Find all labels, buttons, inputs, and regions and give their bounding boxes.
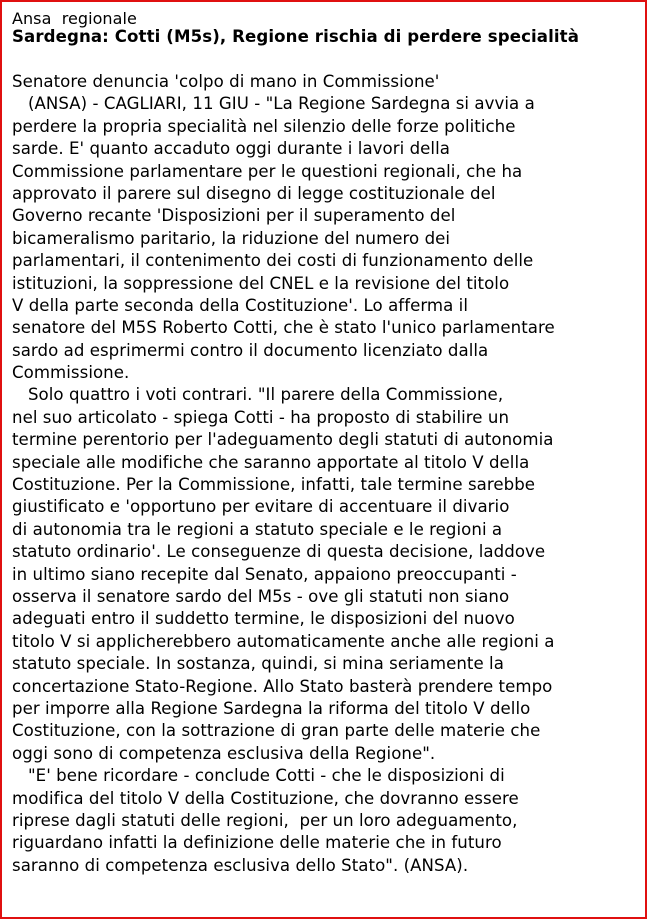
article-text-line: saranno di competenza esclusiva dello Stato". (ANSA). <box>12 855 469 875</box>
article-subheadline: Senatore denuncia 'colpo di mano in Commissione' <box>12 72 440 91</box>
article-text-line: Governo recante 'Disposizioni per il superamento del <box>12 206 456 226</box>
article-text-line: istituzioni, la soppressione del CNEL e la revisione del titolo <box>12 273 510 293</box>
article-text-line: statuto ordinario'. Le conseguenze di questa decisione, laddove <box>12 542 546 562</box>
article-text-line: riprese dagli statuti delle regioni, per un loro adeguamento, <box>12 810 518 830</box>
spacer <box>12 47 640 71</box>
article-text-line: approvato il parere sul disegno di legge costituzionale del <box>12 183 496 203</box>
article-text-line: parlamentari, il contenimento dei costi di funzionamento delle <box>12 251 534 271</box>
article-text-line: adeguati entro il suddetto termine, le disposizioni del nuovo <box>12 609 515 629</box>
article-text-line: nel suo articolato - spiega Cotti - ha proposto di stabilire un <box>12 407 510 427</box>
article-text-line: (ANSA) - CAGLIARI, 11 GIU - "La Regione Sardegna si avvia a <box>12 94 535 114</box>
article-text-line: Commissione. <box>12 363 130 383</box>
article-text-line: in ultimo siano recepite dal Senato, appaiono preoccupanti - <box>12 564 517 584</box>
article-text-line: V della parte seconda della Costituzione'. Lo afferma il <box>12 295 469 315</box>
article-text-line: Solo quattro i voti contrari. "Il parere della Commissione, <box>12 385 504 405</box>
article-text-line: oggi sono di competenza esclusiva della Regione". <box>12 743 436 763</box>
article-text-line: perdere la propria specialità nel silenzio delle forze politiche <box>12 116 516 136</box>
article-text-line: di autonomia tra le regioni a statuto speciale e le regioni a <box>12 519 503 539</box>
article-text-line: senatore del M5S Roberto Cotti, che è stato l'unico parlamentare <box>12 318 555 338</box>
article-text-line: concertazione Stato-Regione. Allo Stato basterà prendere tempo <box>12 676 553 696</box>
article-text-line: giustificato e 'opportuno per evitare di accentuare il divario <box>12 497 510 517</box>
article-text-line: modifica del titolo V della Costituzione, che dovranno essere <box>12 788 519 808</box>
article-text-line: sarde. E' quanto accaduto oggi durante i lavori della <box>12 139 450 159</box>
article-text-line: Costituzione, con la sottrazione di gran parte delle materie che <box>12 721 541 741</box>
article-headline: Sardegna: Cotti (M5s), Regione rischia di perdere specialità <box>12 27 580 46</box>
article-text-line: titolo V si applicherebbero automaticamente anche alle regioni a <box>12 631 555 651</box>
article-text-line: osserva il senatore sardo del M5s - ove gli statuti non siano <box>12 586 510 606</box>
article-text-line: sardo ad esprimermi contro il documento licenziato dalla <box>12 340 489 360</box>
source-label: Ansa regionale <box>12 9 137 28</box>
article-text-line: Commissione parlamentare per le questioni regionali, che ha <box>12 161 523 181</box>
article-content <box>12 10 640 877</box>
article-text-line: bicameralismo paritario, la riduzione del numero dei <box>12 228 451 248</box>
article-text-line: statuto speciale. In sostanza, quindi, si mina seriamente la <box>12 654 504 674</box>
article-body <box>12 71 640 877</box>
article-text-line: speciale alle modifiche che saranno apportate al titolo V della <box>12 452 530 472</box>
article-text-line: "E' bene ricordare - conclude Cotti - che le disposizioni di <box>12 766 505 786</box>
article-text-line: per imporre alla Regione Sardegna la riforma del titolo V dello <box>12 698 531 718</box>
article-text-line: riguardano infatti la definizione delle materie che in futuro <box>12 833 502 853</box>
article-text-line: Costituzione. Per la Commissione, infatti, tale termine sarebbe <box>12 475 536 495</box>
article-text-line: termine perentorio per l'adeguamento degli statuti di autonomia <box>12 430 554 450</box>
